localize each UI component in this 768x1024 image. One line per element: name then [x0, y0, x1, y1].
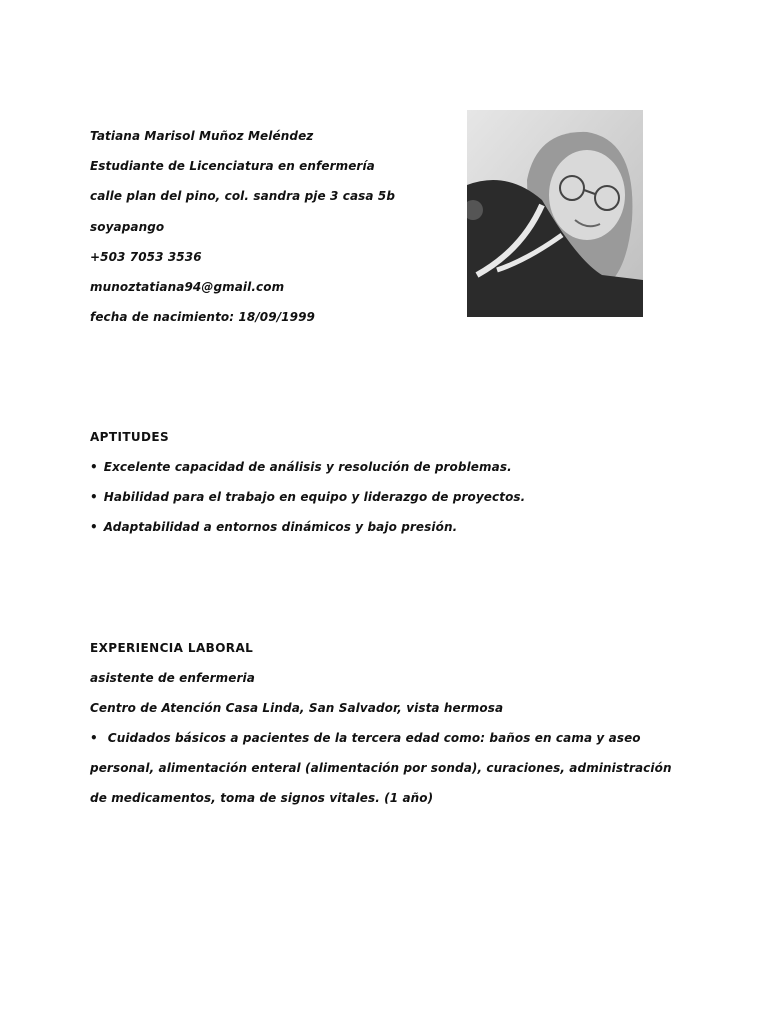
- aptitude-text: Habilidad para el trabajo en equipo y liderazgo de proyectos.: [103, 490, 526, 504]
- experience-place: Centro de Atención Casa Linda, San Salvador, vista hermosa: [90, 701, 504, 715]
- contact-birthdate: fecha de nacimiento: 18/09/1999: [90, 310, 315, 324]
- aptitude-text: Excelente capacidad de análisis y resolución de problemas.: [103, 460, 512, 474]
- experience-role: asistente de enfermeria: [90, 671, 255, 685]
- contact-email: munoztatiana94@gmail.com: [90, 280, 285, 294]
- contact-title: Estudiante de Licenciatura en enfermería: [90, 159, 375, 173]
- aptitude-text: Adaptabilidad a entornos dinámicos y bajo presión.: [103, 520, 458, 534]
- bullet-icon: •: [90, 460, 98, 474]
- experience-description-text: Cuidados básicos a pacientes de la tercera edad como: baños en cama y aseo: [107, 731, 641, 745]
- bullet-icon: •: [90, 490, 98, 504]
- aptitude-item: [90, 519, 457, 535]
- bullet-icon: •: [90, 520, 98, 534]
- experience-description-line: [90, 730, 641, 746]
- experience-description-line: personal, alimentación enteral (alimentación por sonda), curaciones, administración: [90, 761, 672, 775]
- contact-phone: +503 7053 3536: [90, 250, 202, 264]
- aptitude-item: [90, 459, 512, 475]
- profile-photo: [467, 110, 643, 317]
- bullet-icon: •: [90, 731, 98, 745]
- aptitude-item: [90, 489, 525, 505]
- contact-address: calle plan del pino, col. sandra pje 3 casa 5b: [90, 189, 396, 203]
- aptitudes-heading: APTITUDES: [90, 430, 170, 444]
- experience-description-line: de medicamentos, toma de signos vitales. (1 año): [90, 791, 434, 805]
- contact-city: soyapango: [90, 220, 165, 234]
- experience-heading: EXPERIENCIA LABORAL: [90, 641, 254, 655]
- contact-name: Tatiana Marisol Muñoz Meléndez: [90, 129, 314, 143]
